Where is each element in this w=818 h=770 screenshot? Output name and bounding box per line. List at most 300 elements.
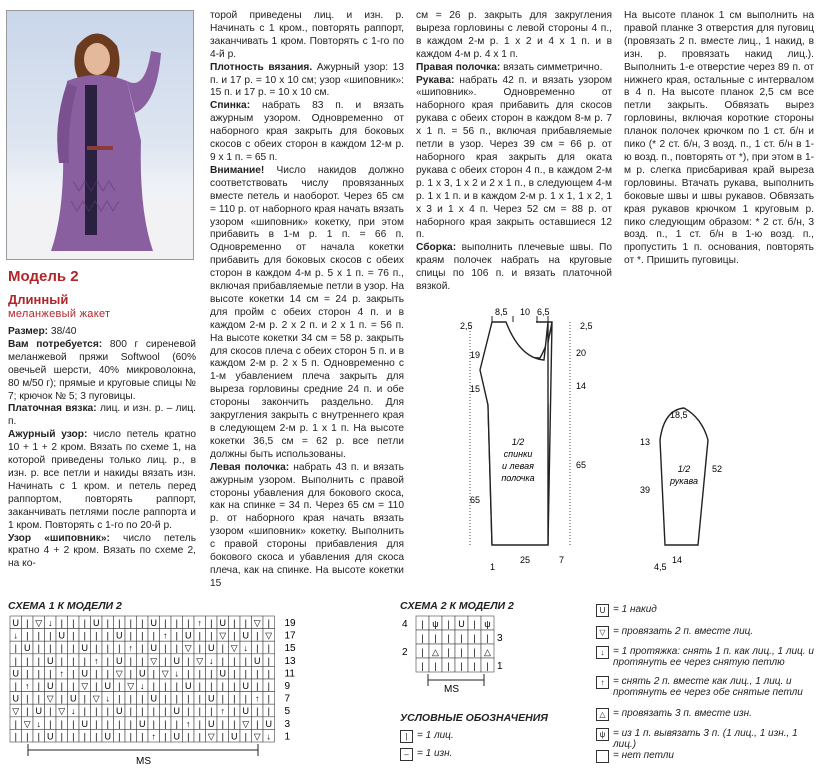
schema1-cell-symbol: | <box>72 618 75 628</box>
schema1-cell-symbol: U <box>150 643 157 654</box>
schema1-cell-symbol: | <box>221 731 224 742</box>
legend-item <box>596 646 814 668</box>
schema1-cell-symbol: ↑ <box>94 655 99 666</box>
schema1-cell-symbol: ↑ <box>220 706 225 717</box>
schema1-cell-symbol: | <box>72 668 75 679</box>
schema1-cell-symbol: | <box>49 643 52 654</box>
schema1-cell-symbol: | <box>49 668 52 679</box>
schema1-cell-symbol: | <box>187 706 190 717</box>
schema1-cell-symbol: U <box>24 643 31 654</box>
schema1-cell-symbol: | <box>60 718 63 729</box>
section-text: 38/40 <box>48 326 77 337</box>
section-text: Ажурный узор: 13 п. и 17 р. = 10 х 10 см; узор «шиповник»: 15 п. и 17 р. = 10 х 10 см. <box>210 61 404 99</box>
schema1-cell-symbol: | <box>210 681 213 691</box>
section-heading: Вам потребуется: <box>8 338 103 350</box>
schema1-row-label: 5 <box>284 706 291 718</box>
schema1-cell-symbol: | <box>244 693 247 704</box>
legend-item <box>596 708 814 721</box>
pattern-diagram <box>440 300 810 580</box>
section-text: набрать 42 п. и вязать узором «шиповник». Одновременно от наборного края прибавить для скосов рукава с обеих сторон в каждом 8-м р. 7 х 1 п. = 56 п., включая прибавляемые петли в узор. Через 39 см = 66 р. от наборного края закрыть для оката рукава с обеих сторон 4 п., в каждом 2-м р. 1 х 3, 1 х 2 и 2 х 1 п., в следующем 4-м р. 1 х 1 п. и в каждом 2-м р. 1 х 1, 1 х 2, 1 х 3 и 1 х 4 п. Через 52 см = 88 р. от наборного края закрыть оставшиеся 12 п. <box>416 74 612 241</box>
schema1-cell-symbol: | <box>95 718 98 729</box>
legend-title: УСЛОВНЫЕ ОБОЗНАЧЕНИЯ <box>400 712 548 724</box>
schema1-cell-symbol: U <box>12 618 19 628</box>
schema1-cell-symbol: ▽ <box>207 731 215 742</box>
schema1-cell-symbol: | <box>118 693 121 704</box>
schema1-cell-symbol: ↓ <box>36 718 41 729</box>
section-heading: Плотность вязания. <box>210 61 313 73</box>
schema2-cell-symbol: ψ <box>432 619 439 629</box>
schema1-cell-symbol: | <box>72 655 75 666</box>
schema1-cell-symbol: | <box>37 693 40 704</box>
schema2-cell-symbol: U <box>458 619 465 629</box>
section-text: число петель кратно 4 + 2 кром. Вязать по схеме 2, на ко- <box>8 532 196 570</box>
section-heading: Спинка: <box>210 100 251 112</box>
schema1-cell-symbol: | <box>95 731 98 742</box>
schema1-cell-symbol: | <box>129 731 132 742</box>
schema1-cell-symbol: | <box>106 718 109 729</box>
col2-paragraph <box>210 100 404 165</box>
model-title: Модель 2 <box>8 268 79 285</box>
schema1-cell-symbol: | <box>49 718 52 729</box>
body-label-2: спинки <box>503 449 533 459</box>
schema1-cell-symbol: | <box>164 718 167 729</box>
schema1-cell-symbol: U <box>81 643 88 654</box>
section-text: лиц. и изн. р. – лиц. п. <box>8 403 196 428</box>
schema1-cell-symbol: | <box>14 681 17 691</box>
schema1-cell-symbol: ↓ <box>243 643 248 654</box>
schema1-cell-symbol: | <box>187 655 190 666</box>
section-text: торой приведены лиц. и изн. р. Начинать с 1 кром., повторять раппорт, заканчивать 1 кром. Повторять с 1-го по 4-й р. <box>210 10 404 60</box>
schema1-cell-symbol: | <box>14 718 17 729</box>
schema1-cell-symbol: ▽ <box>81 681 89 691</box>
legend-item <box>596 676 814 698</box>
body-label-4: полочка <box>501 473 535 483</box>
legend-text: = нет петли <box>613 750 674 761</box>
schema1-cell-symbol: | <box>141 618 144 628</box>
schema2-cell-symbol: | <box>460 633 463 643</box>
schema1-cell-symbol: ↑ <box>59 668 64 679</box>
schema1-cell-symbol: U <box>12 693 19 704</box>
schema1-cell-symbol: | <box>175 630 178 641</box>
dim-sleeve-14: 14 <box>672 555 683 565</box>
schema1-row-label: 13 <box>284 655 296 667</box>
schema1-cell-symbol: | <box>106 643 109 654</box>
section-text: выполнить плечевые швы. По краям полочек набрать на круговые спицы по 106 п. и вязать платочной вязкой. <box>416 242 612 293</box>
schema1-cell-symbol: | <box>256 681 259 691</box>
schema1-cell-symbol: U <box>208 643 215 654</box>
schema1-cell-symbol: | <box>152 630 155 641</box>
purl-symbol-icon: – <box>400 748 413 761</box>
schema1-cell-symbol: | <box>95 643 98 654</box>
schema1-cell-symbol: | <box>233 630 236 641</box>
schema1-cell-symbol: U <box>139 718 146 729</box>
schema1-cell-symbol: ▽ <box>161 668 169 679</box>
section-text: На высоте планок 1 см выполнить на правой планке 3 отверстия для пуговиц (провязать 2 п. вместе лиц., 1 накид, в изн. р. провязать накид лиц.). Выполнить 1-е отверстие через 89 п. от нижнего края, остальные с интервалом в 4 п. На высоте планок 2,5 см все петли закрыть. Обвязать вырез горловины, включая короткие стороны планок полочек крючком по 1 ст. б/н и пико (* 2 ст. б/н, 3 возд. п., 1 ст. б/н в 1-ю возд. п., повторять от *), при этом в 1-м р. слегка присбаривая край выреза горловины. Втачать рукава, выполнить боковые швы и швы рукавов. Обвязать края рукавов крючком 1 круговым р. пико следующим образом: * 2 ст. б/н, 3 возд. п., 1 ст. б/н в 1-ю возд. п., пропустить 1 п. основания, повторять от *. Пришить пуговицы. <box>624 10 814 267</box>
section-text: число петель кратно 10 + 1 + 2 кром. Вязать по схеме 1, на которой приведены только лиц. р., в изн. р. все петли и накиды вязать изн. Начинать с 1 кром. и петель перед раппортом, повторять раппорт, заканчивать петлями после раппорта и 1 кром. Повторять с 1-го по 20-й р. <box>8 429 196 531</box>
schema2-row-4: 4 <box>402 619 408 630</box>
schema1-cell-symbol: | <box>187 618 190 628</box>
dim-sleeve-45: 4,5 <box>654 562 667 572</box>
schema2-cell-symbol: | <box>447 647 450 657</box>
dim-right-20: 20 <box>576 348 587 358</box>
schema1-cell-symbol: U <box>185 630 192 641</box>
schema1-cell-symbol: | <box>175 618 178 628</box>
schema1-cell-symbol: ▽ <box>253 731 261 742</box>
schema1-cell-symbol: ▽ <box>219 630 227 641</box>
schema1-cell-symbol: | <box>60 643 63 654</box>
schema2-ms: MS <box>444 684 459 694</box>
schema1-cell-symbol: ↓ <box>140 681 145 691</box>
schema1-cell-symbol: | <box>37 655 40 666</box>
schema1-cell-symbol: | <box>118 643 121 654</box>
col1-paragraph <box>8 339 196 404</box>
schema1-cell-symbol: | <box>72 718 75 729</box>
model-subtitle-2: меланжевый жакет <box>8 308 111 320</box>
section-heading: Рукава: <box>416 74 455 86</box>
schema2-cell-symbol: | <box>447 619 450 629</box>
schema1-row-label: 17 <box>284 630 296 642</box>
schema1-cell-symbol: U <box>116 706 123 717</box>
col2-paragraph <box>210 462 404 591</box>
schema1-row-label: 19 <box>284 618 296 629</box>
section-text: вязать симметрично. <box>500 61 603 73</box>
schema1-cell-symbol: | <box>198 718 201 729</box>
schema1-cell-symbol: | <box>14 655 17 666</box>
schema1-cell-symbol: | <box>37 643 40 654</box>
schema1-cell-symbol: U <box>47 681 54 691</box>
schema1-cell-symbol: | <box>83 655 86 666</box>
schema1-cell-symbol: U <box>47 731 54 742</box>
dim-left-top: 2,5 <box>460 321 473 331</box>
schema1-cell-symbol: | <box>95 681 98 691</box>
schema2-cell-symbol: | <box>421 619 424 629</box>
dim-left-19: 19 <box>470 350 481 360</box>
schema1-row-label: 7 <box>284 693 291 705</box>
schema2-cell-symbol: | <box>486 633 489 643</box>
schema1-cell-symbol: | <box>83 630 86 641</box>
schema1-cell-symbol: | <box>267 655 270 666</box>
schema2-cell-symbol: | <box>460 647 463 657</box>
schema1-cell-symbol: ▽ <box>127 681 135 691</box>
schema1-cell-symbol: | <box>37 668 40 679</box>
schema1-cell-symbol: | <box>152 718 155 729</box>
legend-item <box>596 728 814 750</box>
schema1-cell-symbol: | <box>60 681 63 691</box>
schema2-cell-symbol: ψ <box>484 619 491 629</box>
schema1-cell-symbol: | <box>164 693 167 704</box>
schema1-cell-symbol: | <box>256 706 259 717</box>
schema1-cell-symbol: | <box>267 618 270 628</box>
schema1-cell-symbol: | <box>106 668 109 679</box>
schema1-cell-symbol: ▽ <box>23 718 31 729</box>
schema1-cell-symbol: ↑ <box>151 731 156 742</box>
schema1-cell-symbol: ↑ <box>163 630 168 641</box>
legend-item <box>596 626 814 639</box>
schema1-cell-symbol: U <box>104 731 111 742</box>
schema1-cell-symbol: | <box>106 655 109 666</box>
schema1-cell-symbol: ↓ <box>13 630 18 641</box>
schema1-cell-symbol: | <box>26 655 29 666</box>
dim-sleeve-185: 18,5 <box>670 410 688 420</box>
section-heading: Ажурный узор: <box>8 429 88 441</box>
schema1-cell-symbol: | <box>198 706 201 717</box>
section-heading: Узор «шиповник»: <box>8 532 110 544</box>
schema1-cell-symbol: | <box>26 618 29 628</box>
dim-bottom-7: 7 <box>559 555 565 565</box>
model-subtitle-1: Длинный <box>8 292 69 307</box>
schema1-cell-symbol: ▽ <box>196 655 204 666</box>
schema1-cell-symbol: | <box>83 731 86 742</box>
schema1-cell-symbol: | <box>187 693 190 704</box>
body-label-3: и левая <box>502 461 534 471</box>
legend-knit: | = 1 лиц. <box>400 730 454 743</box>
schema2-cell-symbol: | <box>473 633 476 643</box>
schema1-cell-symbol: | <box>49 630 52 641</box>
schema1-cell-symbol: U <box>116 655 123 666</box>
schema1-cell-symbol: | <box>256 718 259 729</box>
schema1-cell-symbol: | <box>267 706 270 717</box>
schema1-cell-symbol: | <box>244 731 247 742</box>
schema1-cell-symbol: | <box>14 731 17 742</box>
section-heading: Платочная вязка: <box>8 403 97 415</box>
schema1-cell-symbol: | <box>152 668 155 679</box>
schema1-cell-symbol: ↓ <box>48 618 53 628</box>
schema2-cell-symbol: | <box>460 661 463 671</box>
schema1-cell-symbol: ▽ <box>46 693 54 704</box>
legend-text: = 1 накид <box>613 604 657 615</box>
schema1-cell-symbol: ▽ <box>230 643 238 654</box>
schema2-cell-symbol: | <box>421 661 424 671</box>
dim-top-c: 6,5 <box>537 307 550 317</box>
legend-symbol-icon: ψ <box>596 728 609 741</box>
schema1-cell-symbol: | <box>72 681 75 691</box>
schema1-cell-symbol: U <box>150 618 157 628</box>
schema1-cell-symbol: U <box>81 718 88 729</box>
section-heading: Размер: <box>8 326 49 337</box>
schema1-cell-symbol: | <box>256 643 259 654</box>
schema1-cell-symbol: ↓ <box>209 655 214 666</box>
schema1-cell-symbol: | <box>187 668 190 679</box>
dim-right-top: 2,5 <box>580 321 593 331</box>
legend-purl: – = 1 изн. <box>400 748 452 761</box>
dim-sleeve-13: 13 <box>640 437 651 447</box>
schema1-cell-symbol: | <box>187 731 190 742</box>
schema1-cell-symbol: | <box>141 706 144 717</box>
legend-item <box>596 750 814 763</box>
section-heading: Сборка: <box>416 242 457 254</box>
legend-symbol-icon: ↓ <box>596 646 609 659</box>
schema1-cell-symbol: | <box>83 618 86 628</box>
legend-text: = провязать 3 п. вместе изн. <box>613 708 752 719</box>
schema1-cell-symbol: | <box>267 643 270 654</box>
schema1-cell-symbol: | <box>164 643 167 654</box>
schema1-cell-symbol: | <box>152 681 155 691</box>
schema1-cell-symbol: | <box>233 706 236 717</box>
legend-symbol-icon: U <box>596 604 609 617</box>
section-heading: Левая полочка: <box>210 461 290 473</box>
schema1-cell-symbol: U <box>265 718 272 729</box>
schema1-cell-symbol: ↑ <box>25 681 30 691</box>
schema1-cell-symbol: | <box>37 630 40 641</box>
schema1-cell-symbol: | <box>83 706 86 717</box>
schema1-cell-symbol: U <box>12 668 19 679</box>
schema1-cell-symbol: | <box>164 681 167 691</box>
schema2-cell-symbol: | <box>486 661 489 671</box>
schema1-cell-symbol: U <box>242 681 249 691</box>
section-heading: Внимание! <box>210 164 265 176</box>
section-heading: Правая полочка: <box>416 61 501 73</box>
schema2-row-1: 1 <box>497 661 503 672</box>
schema1-cell-symbol: ↓ <box>71 706 76 717</box>
legend-item <box>596 604 814 617</box>
schema1-cell-symbol: | <box>106 618 109 628</box>
legend-symbol-icon <box>596 750 609 763</box>
dim-top-a: 8,5 <box>495 307 508 317</box>
schema1-cell-symbol: | <box>118 718 121 729</box>
schema1-cell-symbol: ▽ <box>92 693 100 704</box>
schema1-cell-symbol: | <box>60 693 63 704</box>
schema1-cell-symbol: U <box>116 630 123 641</box>
schema1-cell-symbol: ▽ <box>265 630 273 641</box>
schema1-cell-symbol: ▽ <box>184 643 192 654</box>
schema1-cell-symbol: ↑ <box>128 643 133 654</box>
section-text: 800 г сиреневой меланжевой пряжи Softwool (60% овечьей шерсти, 40% микроволокна, 80 м/50 г); прямые и круговые спицы № 7; крючок № 5; 3 пуговицы. <box>8 338 196 402</box>
col1-paragraph <box>8 533 196 572</box>
model-photo-illustration <box>7 11 193 259</box>
schema1-cell-symbol: U <box>231 731 238 742</box>
schema1-cell-symbol: | <box>14 643 17 654</box>
schema1-cell-symbol: | <box>95 630 98 641</box>
body-label-1: 1/2 <box>511 437 525 447</box>
schema1-ms: MS <box>136 756 151 766</box>
schema1-cell-symbol: | <box>233 718 236 729</box>
dim-right-65: 65 <box>576 460 587 470</box>
schema1-cell-symbol: ↑ <box>186 718 191 729</box>
schema1-cell-symbol: | <box>26 668 29 679</box>
schema1-cell-symbol: | <box>118 681 121 691</box>
schema1-cell-symbol: ▽ <box>150 655 158 666</box>
schema2-cell-symbol: | <box>473 647 476 657</box>
schema1-cell-symbol: U <box>208 718 215 729</box>
schema1-cell-symbol: U <box>219 668 226 679</box>
schema1-cell-symbol: | <box>221 643 224 654</box>
dim-bottom-25: 25 <box>520 555 531 565</box>
schema2-cell-symbol: | <box>421 633 424 643</box>
legend-text: = провязать 2 п. вместе лиц. <box>613 626 754 637</box>
schema2-cell-symbol: | <box>434 633 437 643</box>
legend-text: = снять 2 п. вместе как лиц., 1 лиц. и протянуть ее через обе снятые петли <box>613 676 803 698</box>
schema1-cell-symbol: U <box>35 706 42 717</box>
col2-paragraph <box>210 165 404 462</box>
schema1-cell-symbol: | <box>198 668 201 679</box>
schema1-cell-symbol: ▽ <box>242 718 250 729</box>
schema1-cell-symbol: | <box>37 681 40 691</box>
model-photo <box>6 10 194 260</box>
legend-text: = из 1 п. вывязать 3 п. (1 лиц., 1 изн., 1 лиц.) <box>613 728 798 750</box>
schema1-cell-symbol: ↑ <box>255 693 260 704</box>
schema1-cell-symbol: | <box>267 668 270 679</box>
schema1-cell-symbol: | <box>37 731 40 742</box>
schema1-cell-symbol: | <box>141 630 144 641</box>
schema1-cell-symbol: U <box>173 706 180 717</box>
section-text: см = 26 р. закрыть для закругления выреза горловины с левой стороны 4 п., в каждом 2-м р. 1 х 2 и 4 х 1 п. и в каждом 4-м р. 4 х 1 п. <box>416 10 612 60</box>
schema1-cell-symbol: | <box>129 618 132 628</box>
schema1-cell-symbol: | <box>221 693 224 704</box>
schema1-cell-symbol: | <box>198 731 201 742</box>
schema1-cell-symbol: U <box>208 693 215 704</box>
schema1-cell-symbol: | <box>26 630 29 641</box>
schema1-cell-symbol: | <box>221 681 224 691</box>
schema1-cell-symbol: ▽ <box>35 618 43 628</box>
schema1-cell-symbol: | <box>129 718 132 729</box>
schema1-cell-symbol: | <box>141 693 144 704</box>
schema1-cell-symbol: | <box>233 668 236 679</box>
schema1-cell-symbol: ↓ <box>105 693 110 704</box>
schema1-cell-symbol: | <box>129 655 132 666</box>
dim-left-65: 65 <box>470 495 481 505</box>
schema1-cell-symbol: | <box>233 618 236 628</box>
schema1-cell-symbol: | <box>198 643 201 654</box>
col1-paragraph <box>8 429 196 532</box>
text-column-4 <box>624 10 814 268</box>
schema1-cell-symbol: ↓ <box>174 668 179 679</box>
section-text: набрать 43 п. и вязать ажурным узором. Выполнить с правой стороны убавления для бокового скоса, как на спинке = 34 п. Через 65 см = 110 р. от наборного края начать вязать узором «шиповник» кокетку. Выполнить с правой стороны прибавления для бокового скоса и убавления для скоса плеча, как на спинке. На высоте кокетки 15 <box>210 461 404 589</box>
schema1-cell-symbol: | <box>233 693 236 704</box>
col2-paragraph <box>210 62 404 101</box>
col2-paragraph <box>210 10 404 62</box>
schema2-title: СХЕМА 2 К МОДЕЛИ 2 <box>400 600 514 612</box>
schema1-cell-symbol: ↑ <box>197 618 202 628</box>
schema1-cell-symbol: | <box>233 655 236 666</box>
schema1-cell-symbol: | <box>95 668 98 679</box>
schema1-cell-symbol: | <box>175 718 178 729</box>
schema1-row-label: 15 <box>284 643 296 655</box>
legend-symbol-icon: △ <box>596 708 609 721</box>
schema1-cell-symbol: | <box>106 706 109 717</box>
schema1-cell-symbol: | <box>60 618 63 628</box>
col4-paragraph <box>624 10 814 268</box>
schema1-cell-symbol: | <box>233 681 236 691</box>
schema1-cell-symbol: | <box>164 618 167 628</box>
schema1-cell-symbol: | <box>129 668 132 679</box>
schema1-cell-symbol: U <box>219 618 226 628</box>
schema1-cell-symbol: | <box>72 731 75 742</box>
schema1-cell-symbol: | <box>210 706 213 717</box>
schema1-cell-symbol: | <box>49 706 52 717</box>
schema2-cell-symbol: △ <box>432 647 439 657</box>
schema1-cell-symbol: ↓ <box>266 731 271 742</box>
schema1-cell-symbol: U <box>242 706 249 717</box>
schema1-cell-symbol: | <box>198 681 201 691</box>
schema1-title: СХЕМА 1 К МОДЕЛИ 2 <box>8 600 122 612</box>
schema1-cell-symbol: | <box>175 693 178 704</box>
schema1-cell-symbol: | <box>267 693 270 704</box>
schema1-cell-symbol: | <box>118 731 121 742</box>
schema1-cell-symbol: | <box>164 731 167 742</box>
schema1-row-label: 9 <box>284 681 291 692</box>
schema2-row-3: 3 <box>497 633 503 644</box>
schema1-cell-symbol: U <box>104 681 111 691</box>
schema1-cell-symbol: | <box>152 706 155 717</box>
dim-sleeve-39: 39 <box>640 485 651 495</box>
schema1-cell-symbol: | <box>129 693 132 704</box>
schema1-cell-symbol: | <box>60 655 63 666</box>
schema1-cell-symbol: | <box>118 618 121 628</box>
schema1-cell-symbol: | <box>221 655 224 666</box>
schema1-cell-symbol: | <box>210 630 213 641</box>
text-column-3 <box>416 10 612 294</box>
legend-symbol-icon: ▽ <box>596 626 609 639</box>
